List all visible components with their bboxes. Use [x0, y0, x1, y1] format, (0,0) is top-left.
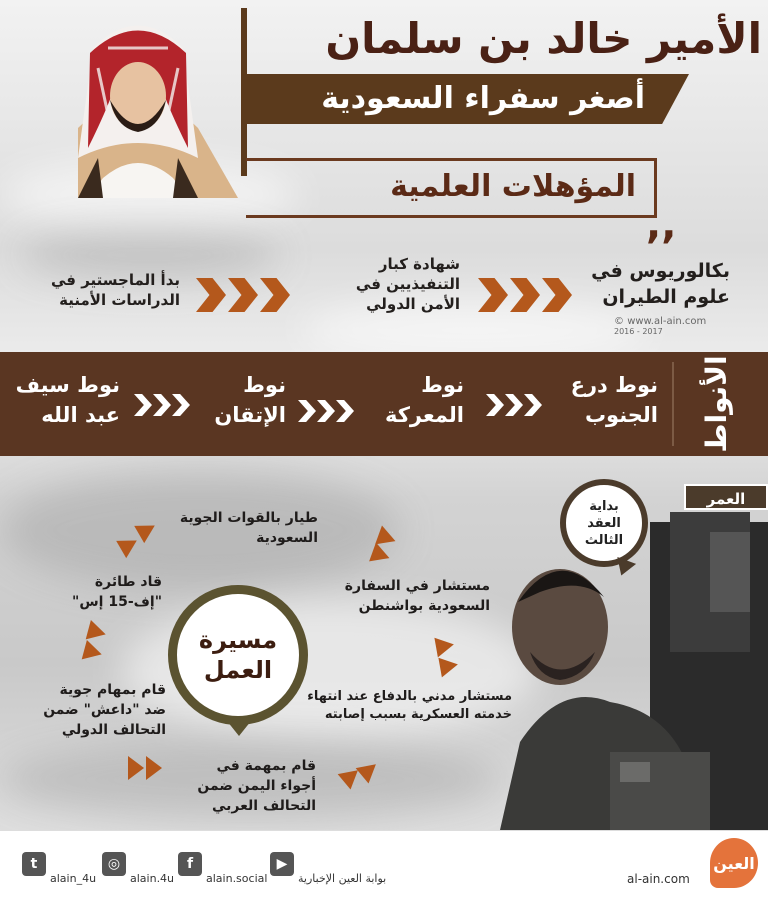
career-item: قام بمهمة في أجواء اليمن ضمن التحالف العربي [197, 758, 316, 814]
education-item: بكالوريوس في علوم الطيران [591, 260, 730, 308]
education-arrows [478, 278, 572, 312]
career-item: قام بمهام جوية ضد "داعش" ضمن التحالف الدولي [43, 682, 166, 738]
medal-item: نوط درع الجنوب [570, 373, 658, 427]
triangle-icon [434, 635, 455, 658]
education-item: شهادة كبار التنفيذيين في الأمن الدولي [355, 255, 460, 313]
instagram-handle[interactable]: alain.4u [130, 872, 175, 885]
triangle-icon [128, 756, 144, 780]
chevron-right-icon [298, 400, 316, 422]
page-title: الأمير خالد بن سلمان [325, 14, 762, 63]
chevron-right-icon [153, 394, 171, 416]
career-title: مسيرة العمل [198, 626, 278, 684]
copyright-icon: © [614, 316, 624, 327]
career-item: قاد طائرة "إف-15 إس" [72, 574, 162, 610]
twitter-handle[interactable]: alain_4u [50, 872, 97, 885]
youtube-channel[interactable]: بوابة العين الإخبارية [298, 872, 387, 885]
watermark-site: www.al-ain.com [627, 316, 707, 327]
education-arrows [196, 278, 290, 312]
watermark-years: 2016 - 2017 [614, 327, 663, 336]
site-link[interactable]: al-ain.com [627, 872, 690, 886]
chevron-right-icon [260, 278, 290, 312]
chevron-right-icon [228, 278, 258, 312]
medal-item: نوط المعركة [384, 373, 464, 427]
career-item: طيار بالقوات الجوية السعودية [179, 510, 318, 546]
chevron-right-icon [134, 394, 152, 416]
chevron-right-icon [505, 394, 523, 416]
chevron-right-icon [478, 278, 508, 312]
age-value: بداية العقد الثالث [584, 498, 624, 548]
chevron-right-icon [510, 278, 540, 312]
chevron-right-icon [196, 278, 226, 312]
page-subtitle: أصغر سفراء السعودية [321, 81, 645, 116]
instagram-icon[interactable]: ◎ [102, 852, 126, 876]
chevron-right-icon [486, 394, 504, 416]
chevron-right-icon [317, 400, 335, 422]
prince-portrait [38, 8, 238, 198]
chevron-right-icon [524, 394, 542, 416]
chevron-right-icon [542, 278, 572, 312]
alain-logo: العين [710, 838, 758, 888]
medal-arrows [486, 394, 542, 416]
medal-item: نوط الإتقان [214, 373, 286, 427]
career-item: مستشار مدني بالدفاع عند انتهاء خدمته العسكرية بسبب إصابته [307, 689, 512, 722]
twitter-icon[interactable]: t [22, 852, 46, 876]
watermark [614, 316, 706, 336]
facebook-icon[interactable]: f [178, 852, 202, 876]
quote-icon: ,, [646, 202, 677, 248]
triangle-icon [438, 655, 459, 678]
facebook-handle[interactable]: alain.social [206, 872, 268, 885]
age-label: العمر [684, 484, 768, 510]
qualifications-title: المؤهلات العلمية [390, 169, 636, 204]
medal-arrows [134, 394, 190, 416]
career-item: مستشار في السفارة السعودية بواشنطن [344, 578, 490, 614]
triangle-icon [146, 756, 162, 780]
chevron-right-icon [336, 400, 354, 422]
medal-arrows [298, 400, 354, 422]
medal-item: نوط سيف عبد الله [15, 373, 120, 427]
chevron-right-icon [172, 394, 190, 416]
medals-title: الأنواط [699, 355, 733, 453]
youtube-icon[interactable]: ▶ [270, 852, 294, 876]
education-item: بدأ الماجستير في الدراسات الأمنية [51, 271, 180, 309]
